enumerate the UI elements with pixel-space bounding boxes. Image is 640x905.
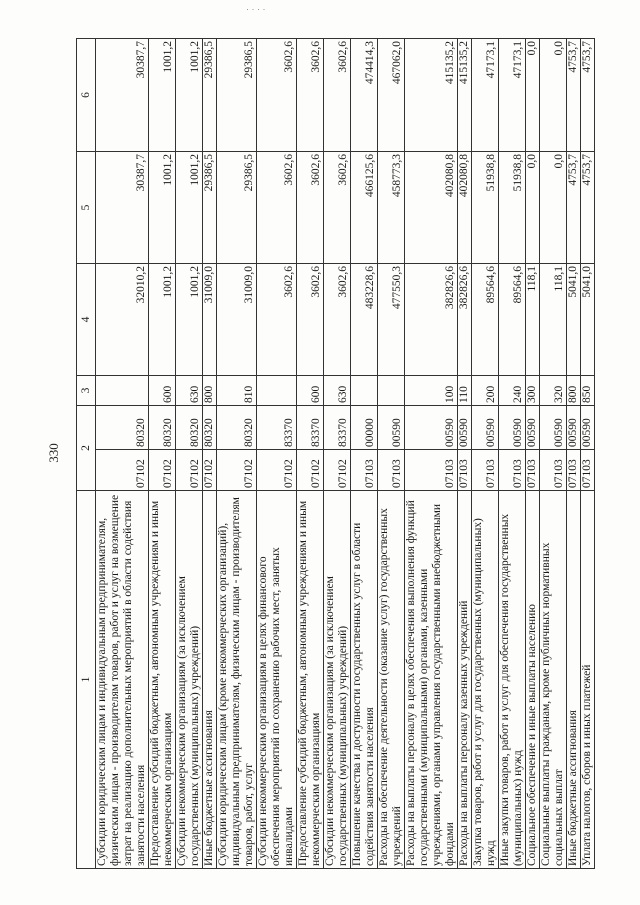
row-name-cell: Предоставление субсидий бюджетным, автономным учреждениям и иным некоммерческим организациям	[149, 490, 176, 868]
amount-1-cell: 118,1	[526, 263, 540, 375]
expense-type-cell: 600	[297, 375, 324, 405]
scan-edge-mark: · · · ·	[246, 4, 266, 14]
amount-3-cell: 1001,2	[176, 38, 203, 151]
table-row	[217, 38, 257, 868]
target-code-cell: 80320	[176, 405, 203, 449]
amount-2-cell: 4753,7	[581, 151, 595, 263]
amount-1-cell: 5041,0	[567, 263, 581, 375]
amount-1-cell: 3602,6	[324, 263, 351, 375]
amount-2-cell: 29386,5	[203, 151, 217, 263]
section-code-cell: 07103	[351, 449, 378, 490]
amount-2-cell: 0,0	[540, 151, 567, 263]
section-code-cell: 07102	[176, 449, 203, 490]
table-row	[257, 38, 297, 868]
row-name-cell: Расходы на выплаты персоналу в целях обеспечения выполнения функций государственными (муниципальными) органами, казенными учреждениями, органами управления государственными внебюджетными фондами	[405, 490, 458, 868]
amount-3-cell: 4753,7	[567, 38, 581, 151]
amount-3-cell: 47173,1	[499, 38, 526, 151]
row-name-cell: Предоставление субсидий бюджетным, автономным учреждениям и иным некоммерческим организациям	[297, 490, 324, 868]
row-name-cell: Субсидии некоммерческим организациям (за исключением государственных (муниципальных) учреждений)	[324, 490, 351, 868]
amount-2-cell: 0,0	[526, 151, 540, 263]
row-name-cell: Иные закупки товаров, работ и услуг для обеспечения государственных (муниципальных) нужд	[499, 490, 526, 868]
target-code-cell: 83370	[324, 405, 351, 449]
expense-type-cell: 100	[405, 375, 458, 405]
table-row	[540, 38, 567, 868]
amount-2-cell: 458773,3	[378, 151, 405, 263]
target-code-cell: 00590	[378, 405, 405, 449]
amount-3-cell: 0,0	[526, 38, 540, 151]
expense-type-cell: 630	[176, 375, 203, 405]
column-header-name: 1	[77, 490, 96, 868]
amount-3-cell: 29386,5	[203, 38, 217, 151]
amount-1-cell: 382826,6	[405, 263, 458, 375]
table-row	[499, 38, 526, 868]
table-body	[96, 38, 595, 868]
table-row	[324, 38, 351, 868]
section-code-cell: 07103	[567, 449, 581, 490]
amount-2-cell: 1001,2	[149, 151, 176, 263]
expense-type-cell: 300	[526, 375, 540, 405]
amount-2-cell: 3602,6	[324, 151, 351, 263]
amount-2-cell: 3602,6	[257, 151, 297, 263]
row-name-cell: Социальное обеспечение и иные выплаты населению	[526, 490, 540, 868]
row-name-cell: Расходы на выплаты персоналу казенных учреждений	[458, 490, 472, 868]
amount-3-cell: 415135,2	[405, 38, 458, 151]
amount-2-cell: 51938,8	[472, 151, 499, 263]
column-header-amount-2: 5	[77, 151, 96, 263]
table-row	[581, 38, 595, 868]
amount-1-cell: 382826,6	[458, 263, 472, 375]
expense-type-cell	[351, 375, 378, 405]
amount-3-cell: 3602,6	[297, 38, 324, 151]
column-header-amount-3: 6	[77, 38, 96, 151]
amount-3-cell: 415135,2	[458, 38, 472, 151]
expense-type-cell: 630	[324, 375, 351, 405]
amount-1-cell: 32010,2	[96, 263, 149, 375]
table-row	[458, 38, 472, 868]
row-name-cell: Закупка товаров, работ и услуг для государственных (муниципальных) нужд	[472, 490, 499, 868]
row-name-cell: Субсидии некоммерческим организациям (за исключением государственных (муниципальных) учреждений)	[176, 490, 203, 868]
section-code-cell: 07102	[324, 449, 351, 490]
table-row	[297, 38, 324, 868]
expense-type-cell: 850	[581, 375, 595, 405]
section-code-cell: 07102	[217, 449, 257, 490]
expense-type-cell: 110	[458, 375, 472, 405]
amount-2-cell: 29386,5	[217, 151, 257, 263]
row-name-cell: Иные бюджетные ассигнования	[567, 490, 581, 868]
amount-1-cell: 31009,0	[217, 263, 257, 375]
amount-3-cell: 474414,3	[351, 38, 378, 151]
expense-type-cell: 240	[499, 375, 526, 405]
target-code-cell: 00590	[581, 405, 595, 449]
amount-3-cell: 0,0	[540, 38, 567, 151]
row-name-cell: Повышение качества и доступности государственных услуг в области содействия занятости населения	[351, 490, 378, 868]
budget-table	[76, 38, 595, 869]
amount-3-cell: 47173,1	[472, 38, 499, 151]
amount-1-cell: 31009,0	[203, 263, 217, 375]
amount-3-cell: 3602,6	[324, 38, 351, 151]
expense-type-cell	[96, 375, 149, 405]
target-code-cell: 00590	[405, 405, 458, 449]
amount-1-cell: 89564,6	[499, 263, 526, 375]
header-row	[77, 38, 96, 868]
amount-2-cell: 466125,6	[351, 151, 378, 263]
amount-1-cell: 89564,6	[472, 263, 499, 375]
column-header-code: 2	[77, 405, 96, 490]
row-name-cell: Расходы на обеспечение деятельности (оказание услуг) государственных учреждений	[378, 490, 405, 868]
table-row	[176, 38, 203, 868]
section-code-cell: 07102	[149, 449, 176, 490]
amount-1-cell: 3602,6	[257, 263, 297, 375]
amount-1-cell: 483228,6	[351, 263, 378, 375]
section-code-cell: 07103	[540, 449, 567, 490]
row-name-cell: Субсидии юридическим лицам (кроме некоммерческих организаций), индивидуальным предпринимателям, физическим лицам - производителям товаров, работ, услуг	[217, 490, 257, 868]
column-header-expense-type: 3	[77, 375, 96, 405]
amount-1-cell: 1001,2	[176, 263, 203, 375]
target-code-cell: 00590	[472, 405, 499, 449]
amount-2-cell: 51938,8	[499, 151, 526, 263]
target-code-cell: 00590	[567, 405, 581, 449]
section-code-cell: 07103	[378, 449, 405, 490]
section-code-cell: 07103	[499, 449, 526, 490]
section-code-cell: 07102	[257, 449, 297, 490]
section-code-cell: 07103	[472, 449, 499, 490]
table-row	[378, 38, 405, 868]
column-header-amount-1: 4	[77, 263, 96, 375]
amount-3-cell: 30387,7	[96, 38, 149, 151]
section-code-cell: 07103	[526, 449, 540, 490]
target-code-cell: 80320	[149, 405, 176, 449]
amount-3-cell: 4753,7	[581, 38, 595, 151]
target-code-cell: 80320	[217, 405, 257, 449]
row-name-cell: Субсидии юридическим лицам и индивидуальным предпринимателям, физическим лицам - производителям товаров, работ и услуг на возмещение затрат на реализацию дополнительных мероприятий в области содействия занятости населения	[96, 490, 149, 868]
page-number: 330	[46, 442, 61, 463]
expense-type-cell: 800	[567, 375, 581, 405]
expense-type-cell: 320	[540, 375, 567, 405]
row-name-cell: Субсидии некоммерческим организациям в целях финансового обеспечения мероприятий по сохранению рабочих мест, занятых инвалидами	[257, 490, 297, 868]
amount-2-cell: 4753,7	[567, 151, 581, 263]
table-row	[405, 38, 458, 868]
section-code-cell: 07103	[405, 449, 458, 490]
table-row	[526, 38, 540, 868]
table-row	[203, 38, 217, 868]
expense-type-cell	[257, 375, 297, 405]
expense-type-cell	[378, 375, 405, 405]
table-row	[149, 38, 176, 868]
target-code-cell: 80320	[96, 405, 149, 449]
target-code-cell: 83370	[257, 405, 297, 449]
amount-1-cell: 118,1	[540, 263, 567, 375]
amount-1-cell: 477550,3	[378, 263, 405, 375]
expense-type-cell: 800	[203, 375, 217, 405]
target-code-cell: 00590	[458, 405, 472, 449]
amount-3-cell: 467062,0	[378, 38, 405, 151]
section-code-cell: 07103	[581, 449, 595, 490]
amount-2-cell: 402080,8	[405, 151, 458, 263]
expense-type-cell: 810	[217, 375, 257, 405]
amount-3-cell: 29386,5	[217, 38, 257, 151]
amount-1-cell: 3602,6	[297, 263, 324, 375]
expense-type-cell: 600	[149, 375, 176, 405]
amount-2-cell: 30387,7	[96, 151, 149, 263]
amount-2-cell: 1001,2	[176, 151, 203, 263]
table-row	[96, 38, 149, 868]
section-code-cell: 07102	[297, 449, 324, 490]
target-code-cell: 00590	[499, 405, 526, 449]
table-row	[567, 38, 581, 868]
amount-2-cell: 402080,8	[458, 151, 472, 263]
amount-2-cell: 3602,6	[297, 151, 324, 263]
amount-1-cell: 1001,2	[149, 263, 176, 375]
amount-3-cell: 1001,2	[149, 38, 176, 151]
row-name-cell: Иные бюджетные ассигнования	[203, 490, 217, 868]
expense-type-cell: 200	[472, 375, 499, 405]
amount-1-cell: 5041,0	[581, 263, 595, 375]
rotated-page-content	[40, 23, 600, 883]
row-name-cell: Уплата налогов, сборов и иных платежей	[581, 490, 595, 868]
section-code-cell: 07103	[458, 449, 472, 490]
section-code-cell: 07102	[96, 449, 149, 490]
table-row	[351, 38, 378, 868]
row-name-cell: Социальные выплаты гражданам, кроме публичных нормативных социальных выплат	[540, 490, 567, 868]
section-code-cell: 07102	[203, 449, 217, 490]
amount-3-cell: 3602,6	[257, 38, 297, 151]
target-code-cell: 80320	[203, 405, 217, 449]
target-code-cell: 00000	[351, 405, 378, 449]
target-code-cell: 00590	[526, 405, 540, 449]
target-code-cell: 00590	[540, 405, 567, 449]
table-row	[472, 38, 499, 868]
target-code-cell: 83370	[297, 405, 324, 449]
